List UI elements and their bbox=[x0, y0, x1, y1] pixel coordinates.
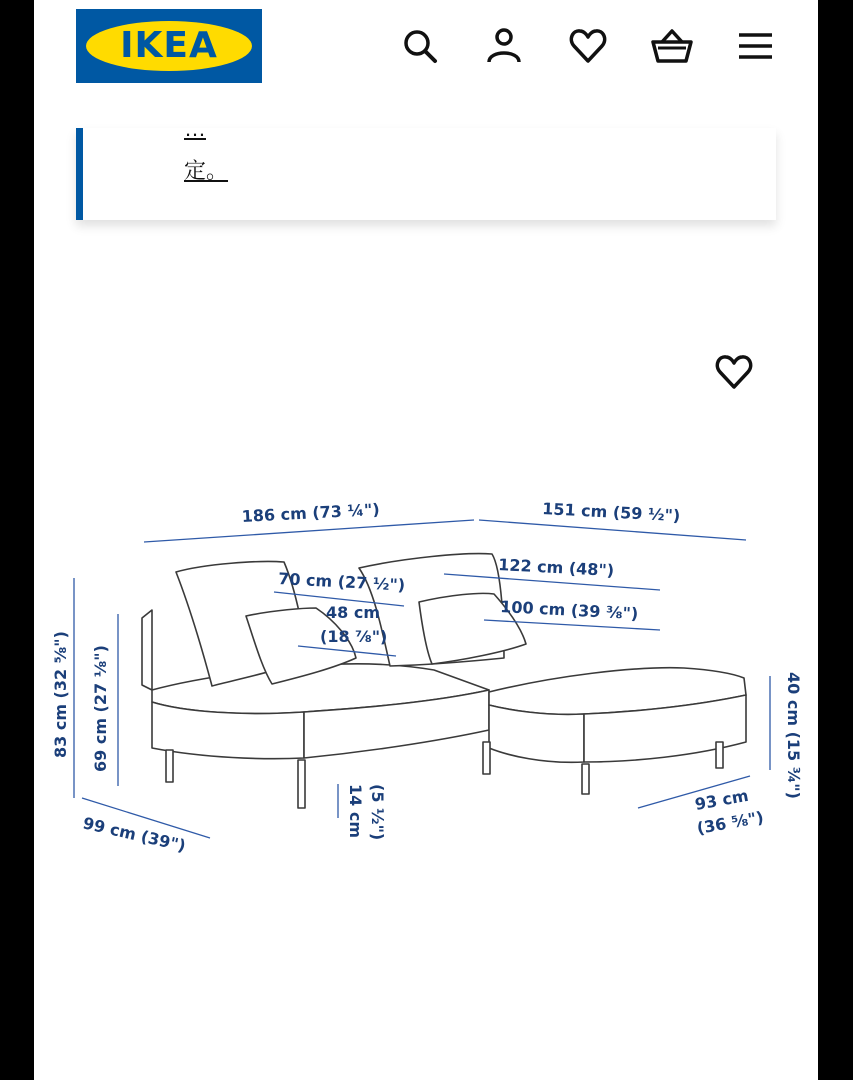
dim-leg-height-1: 14 cm bbox=[346, 784, 365, 838]
dim-total-width: 186 cm (73 ¼") bbox=[241, 499, 381, 526]
favorite-heart-icon[interactable] bbox=[714, 352, 754, 392]
dim-leg-height-2: (5 ½") bbox=[368, 784, 387, 841]
basket-icon[interactable] bbox=[650, 26, 690, 66]
dim-armrest-height: 69 cm (27 ⅛") bbox=[91, 645, 110, 772]
dim-total-height: 83 cm (32 ⅝") bbox=[51, 631, 70, 758]
user-icon[interactable] bbox=[484, 26, 524, 66]
logo-text: IKEA bbox=[120, 25, 218, 66]
notice-accent-bar bbox=[76, 128, 83, 220]
menu-icon[interactable] bbox=[736, 26, 776, 66]
search-icon[interactable] bbox=[400, 26, 440, 66]
dim-chaise-depth: 122 cm (48") bbox=[497, 555, 615, 581]
notice-clipped-line: … bbox=[184, 128, 206, 141]
dim-depth: 99 cm (39") bbox=[81, 813, 188, 856]
sofa-illustration bbox=[142, 554, 746, 808]
dimension-drawing bbox=[34, 480, 818, 880]
dim-chaise-seat-depth: 100 cm (39 ⅜") bbox=[499, 597, 639, 624]
dim-chaise-width-1: 93 cm bbox=[693, 785, 750, 814]
notice-link[interactable]: 定。 bbox=[184, 158, 229, 183]
ikea-logo[interactable] bbox=[76, 9, 262, 83]
dim-seat-depth-1: 48 cm bbox=[326, 603, 380, 622]
dim-seat-height: 40 cm (15 ¾") bbox=[784, 672, 803, 799]
dim-chaise-length: 151 cm (59 ½") bbox=[541, 499, 681, 526]
phone-screen bbox=[34, 0, 818, 1080]
dim-seat-depth-2: (18 ⅞") bbox=[320, 627, 388, 646]
heart-icon[interactable] bbox=[568, 26, 608, 66]
dim-seat-width: 70 cm (27 ½") bbox=[277, 569, 406, 595]
notice-card bbox=[76, 128, 776, 220]
dim-chaise-width-2: (36 ⅝") bbox=[695, 807, 766, 838]
